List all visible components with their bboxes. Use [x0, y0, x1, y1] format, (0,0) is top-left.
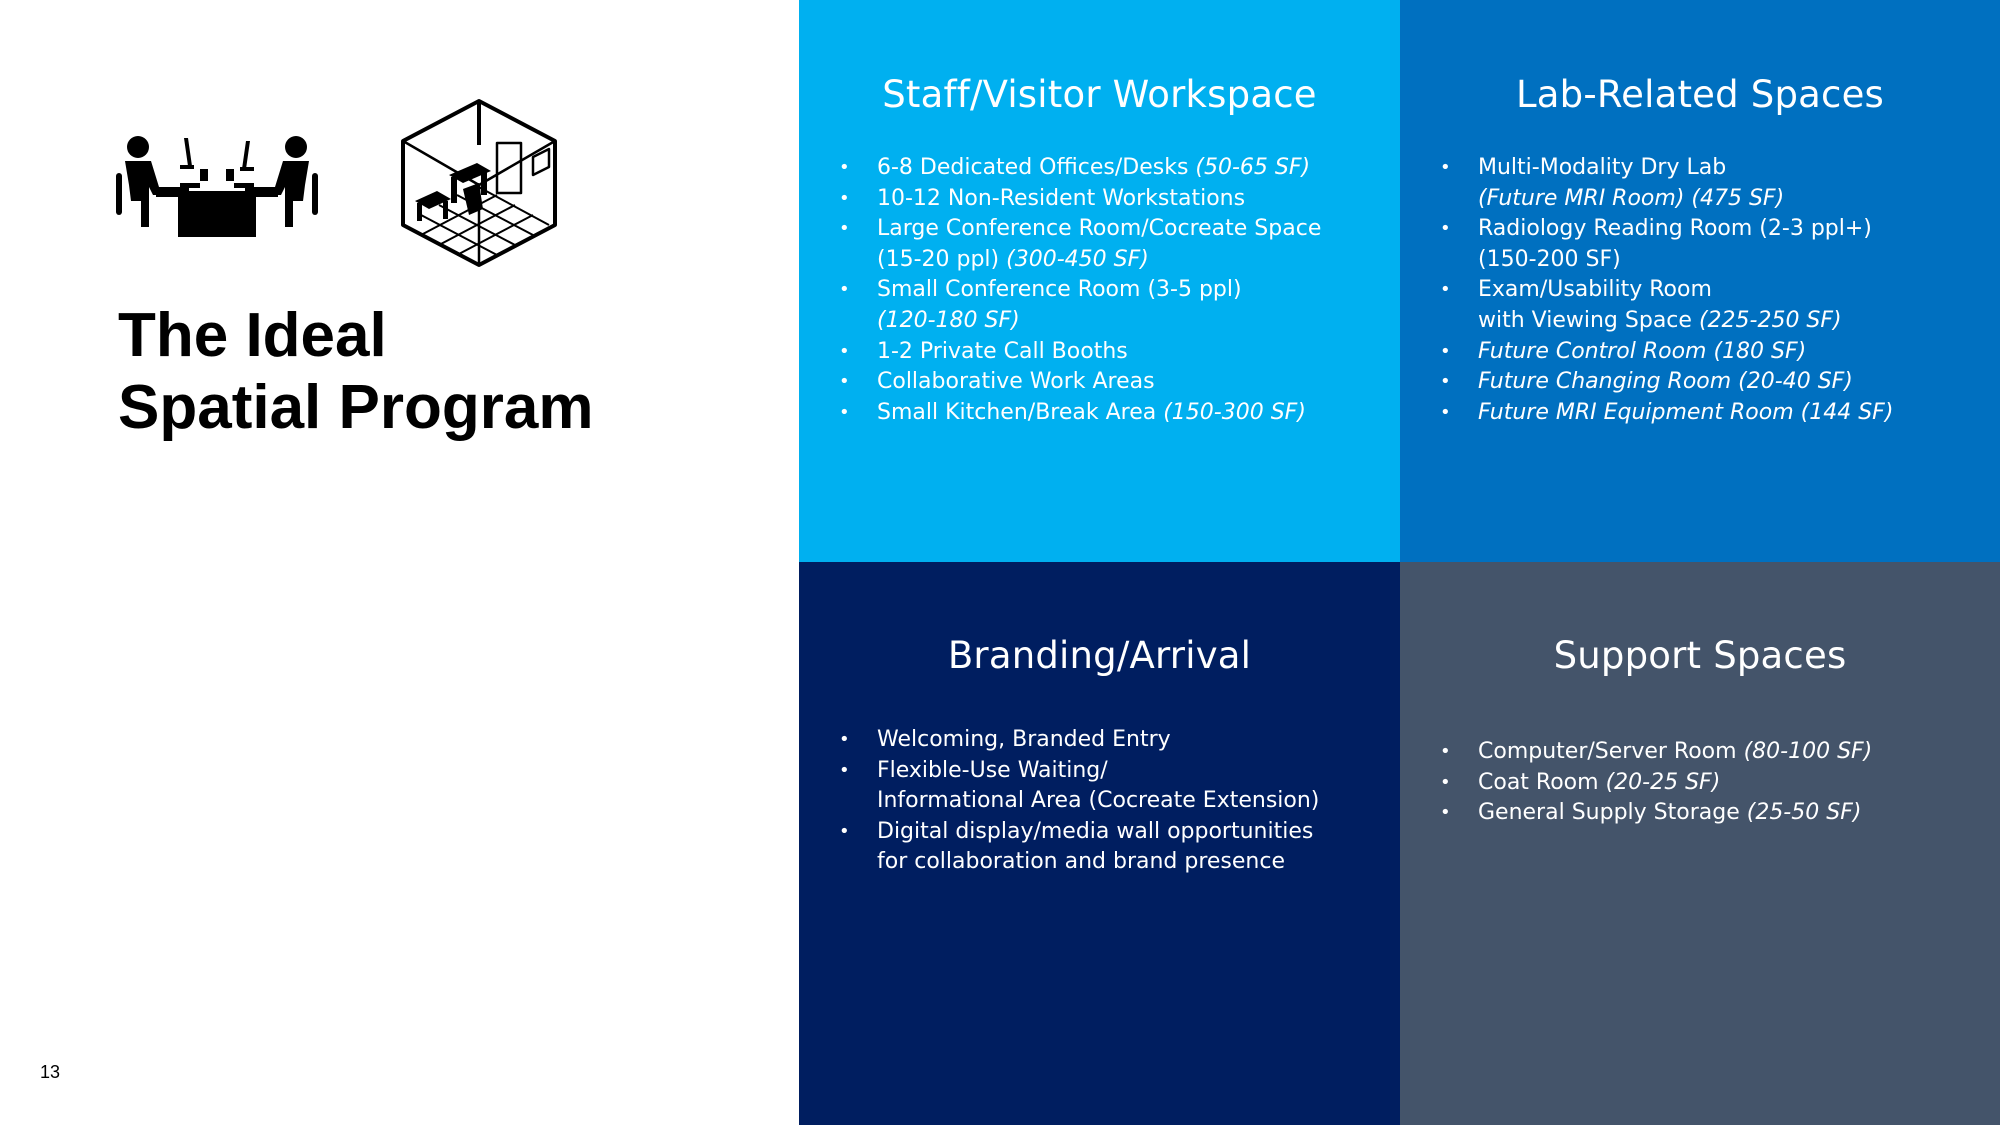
support-spaces-panel	[1400, 562, 2000, 1125]
meeting-desk-icon	[116, 135, 318, 239]
page-number: 13	[40, 1062, 61, 1082]
list-item: • 1-2 Private Call Booths	[839, 337, 1390, 368]
list-item: • Coat Room (20-25 SF)	[1440, 768, 1990, 799]
list-item: • Small Conference Room (3-5 ppl) (120-180 SF)	[839, 275, 1390, 336]
list-item: • Future Changing Room (20-40 SF)	[1440, 367, 1990, 398]
bullet-list	[839, 153, 1390, 428]
panel-title: Support Spaces	[1553, 634, 1847, 677]
bullet-list	[839, 725, 1390, 878]
list-item: • General Supply Storage (25-50 SF)	[1440, 798, 1990, 829]
lab-related-spaces-panel	[1400, 0, 2000, 562]
list-item: • Exam/Usability Room with Viewing Space (225-250 SF)	[1440, 275, 1990, 336]
list-item: • 10-12 Non-Resident Workstations	[839, 184, 1390, 215]
staff-visitor-workspace-panel	[799, 0, 1400, 562]
list-item: • Welcoming, Branded Entry	[839, 725, 1390, 756]
list-item: • Computer/Server Room (80-100 SF)	[1440, 737, 1990, 768]
title-line-2: Spatial Program	[118, 373, 594, 442]
list-item: • Future Control Room (180 SF)	[1440, 337, 1990, 368]
panel-title: Branding/Arrival	[947, 634, 1252, 677]
panel-title: Lab-Related Spaces	[1515, 73, 1885, 116]
title-line-1: The Ideal	[118, 301, 387, 370]
list-item: • Radiology Reading Room (2-3 ppl+) (150-200 SF)	[1440, 214, 1990, 275]
page-title	[118, 300, 758, 444]
list-item: • Future MRI Equipment Room (144 SF)	[1440, 398, 1990, 429]
list-item: • Large Conference Room/Cocreate Space (15-20 ppl) (300-450 SF)	[839, 214, 1390, 275]
bullet-list	[1440, 737, 1990, 829]
list-item: • 6-8 Dedicated Offices/Desks (50-65 SF)	[839, 153, 1390, 184]
panel-title: Staff/Visitor Workspace	[882, 73, 1317, 116]
isometric-room-icon	[399, 97, 559, 269]
icon-group	[116, 97, 566, 269]
list-item: • Digital display/media wall opportunities for collaboration and brand presence	[839, 817, 1390, 878]
bullet-list	[1440, 153, 1990, 428]
branding-arrival-panel	[799, 562, 1400, 1125]
list-item: • Collaborative Work Areas	[839, 367, 1390, 398]
list-item: • Small Kitchen/Break Area (150-300 SF)	[839, 398, 1390, 429]
list-item: • Multi-Modality Dry Lab (Future MRI Room) (475 SF)	[1440, 153, 1990, 214]
list-item: • Flexible-Use Waiting/ Informational Area (Cocreate Extension)	[839, 756, 1390, 817]
